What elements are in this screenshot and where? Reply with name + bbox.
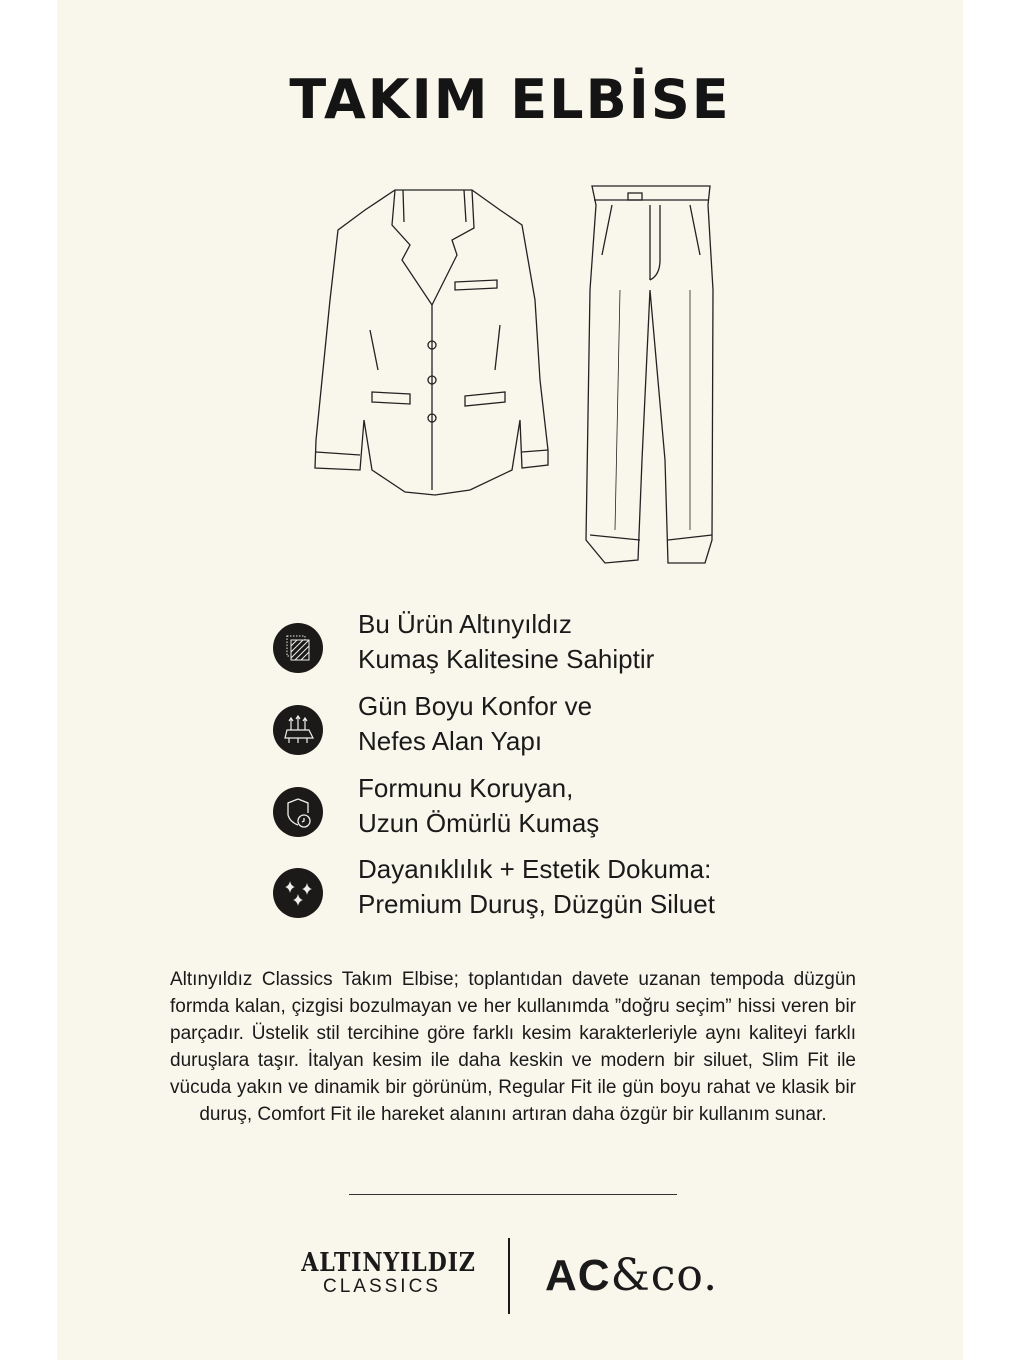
fabric-quality-icon	[273, 623, 323, 673]
divider	[349, 1194, 677, 1195]
shield-clock-icon	[273, 787, 323, 837]
feature-line: Uzun Ömürlü Kumaş	[358, 808, 600, 838]
feature-line: Gün Boyu Konfor ve	[358, 691, 593, 721]
product-description: Altınyıldız Classics Takım Elbise; toplantıdan davete uzanan tempoda düzgün formda kalan, çizgisi bozulmayan ve her kullanımda ”doğru seçim” hissi veren bir parçadır. Üstelik stil tercihine göre farklı kesim karakterleriyle aynı kaliteyi farklı duruşlara taşır. İtalyan kesim ile daha keskin ve modern bir siluet, Slim Fit ile vücuda yakın ve dinamik bir görünüm, Regular Fit ile gün boyu rahat ve klasik bir duruş, Comfort Fit ile hareket alanını artıran daha özgür bir kullanım sunar.	[170, 969, 856, 1125]
trousers-drawing	[586, 186, 713, 563]
feature-item	[273, 609, 873, 695]
feature-line: Premium Duruş, Düzgün Siluet	[358, 889, 715, 919]
page-title: TAKIM ELBİSE	[289, 68, 731, 131]
feature-line: Formunu Koruyan,	[358, 773, 574, 803]
feature-line: Nefes Alan Yapı	[358, 726, 543, 756]
altinyildiz-classics-logo	[287, 1248, 477, 1298]
feature-item	[273, 691, 873, 777]
suit-illustration	[300, 180, 720, 570]
breathable-fabric-icon	[273, 705, 323, 755]
feature-line: Kumaş Kalitesine Sahiptir	[358, 644, 655, 674]
sparkles-icon	[273, 868, 323, 918]
feature-item	[273, 854, 873, 940]
logo-text: ALTINYILDIZ	[301, 1248, 476, 1278]
logo-subtext: CLASSICS	[323, 1276, 441, 1297]
logo-text: AC	[545, 1251, 611, 1300]
logo-separator	[508, 1238, 510, 1314]
feature-line: Bu Ürün Altınyıldız	[358, 609, 572, 639]
feature-line: Dayanıklılık + Estetik Dokuma:	[358, 854, 712, 884]
logo-suffix: &co.	[610, 1250, 719, 1301]
jacket-drawing	[315, 190, 548, 495]
acco-logo	[545, 1250, 718, 1301]
feature-item	[273, 773, 873, 859]
